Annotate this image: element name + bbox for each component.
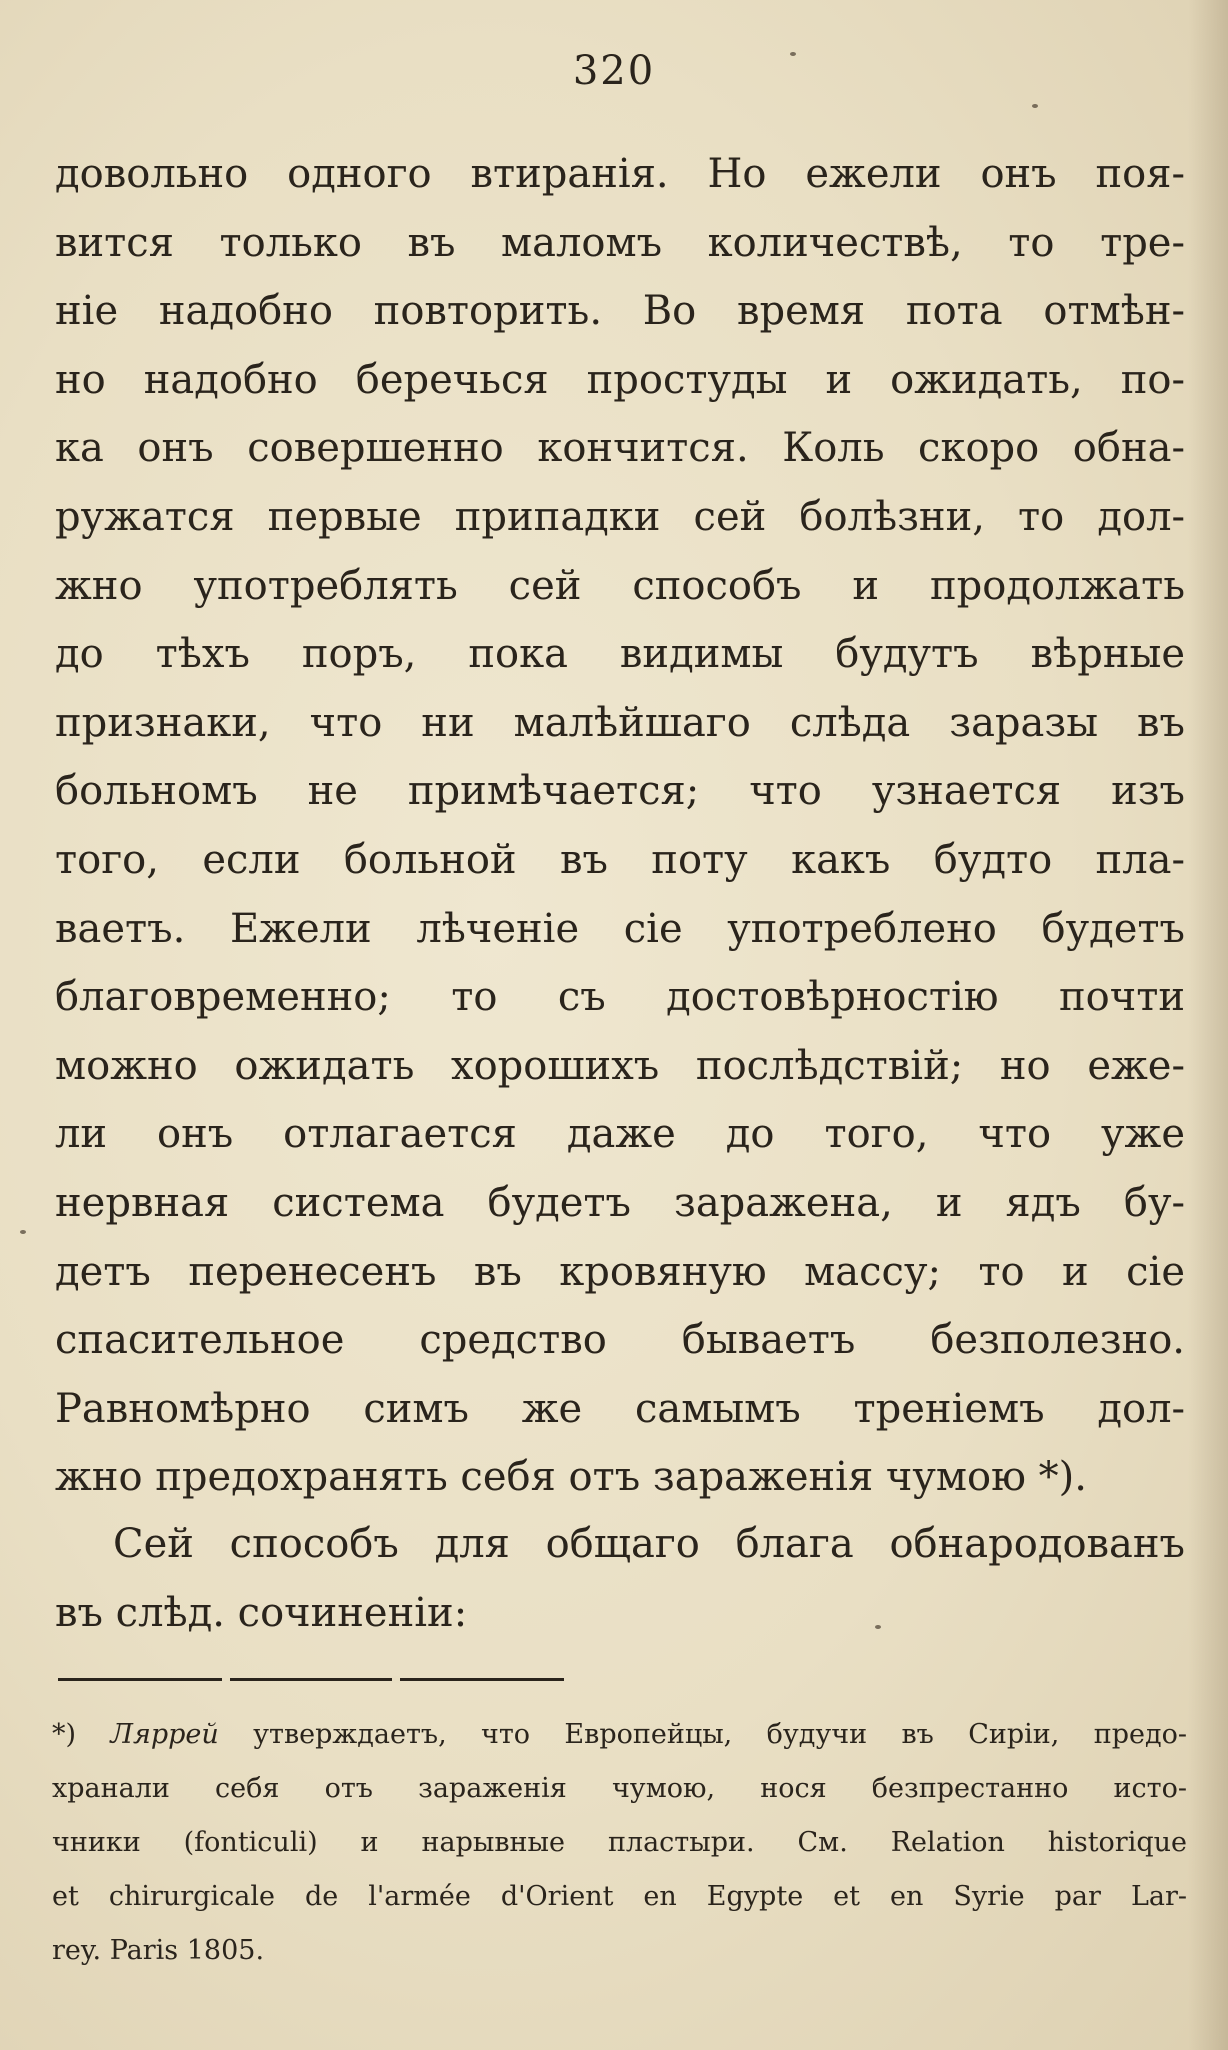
text-line: спасительное средство бываетъ безполезно. <box>55 1317 1185 1364</box>
footnote-line: rey. Paris 1805. <box>52 1935 265 1966</box>
text-line: жно употреблять сей способъ и продолжать <box>55 562 1185 609</box>
footnote-line: et chirurgicale de l'armée d'Orient en Egypte et en Syrie par Lar- <box>52 1881 1187 1912</box>
text-line: благовременно; то съ достовѣрностію почти <box>55 974 1185 1021</box>
paper-speck <box>20 1230 26 1234</box>
text-line: больномъ не примѣчается; что узнается изъ <box>55 768 1185 815</box>
text-line: жно предохранять себя отъ зараженія чумою *). <box>55 1454 1087 1501</box>
footnote <box>52 1708 1187 1978</box>
page-edge-shadow <box>1188 0 1228 2050</box>
footnote-marker: *) <box>52 1719 77 1750</box>
footnote-line: чники (fonticuli) и нарывные пластыри. См. Relation historique <box>52 1827 1187 1858</box>
paper-speck <box>875 1625 881 1629</box>
rule-gap <box>392 1676 400 1683</box>
main-paragraph <box>55 140 1185 1512</box>
paper-speck <box>1032 104 1038 108</box>
text-line: довольно одного втиранія. Но ежели онъ поя- <box>55 151 1185 197</box>
text-line: въ слѣд. сочиненіи: <box>55 1589 468 1636</box>
footnote-author: Ляррей <box>110 1719 219 1750</box>
rule-gap <box>222 1676 230 1683</box>
text-line: признаки, что ни малѣйшаго слѣда заразы въ <box>55 699 1185 746</box>
text-line: нервная система будетъ заражена, и ядъ бу- <box>55 1179 1185 1226</box>
text-line: ли онъ отлагается даже до того, что уже <box>55 1111 1185 1158</box>
text-line: того, если больной въ поту какъ будто пла- <box>55 836 1185 883</box>
footnote-line-first <box>52 1708 1187 1762</box>
text-line: но надобно беречься простуды и ожидать, по- <box>55 356 1185 403</box>
text-line: ніе надобно повторить. Во время пота отмѣн- <box>55 288 1185 335</box>
text-line: ружатся первые припадки сей болѣзни, то дол- <box>55 493 1185 540</box>
text-line: ваетъ. Ежели лѣченіе сіе употреблено будетъ <box>55 905 1185 952</box>
footnote-line: хранали себя отъ зараженія чумою, нося безпрестанно исто- <box>52 1773 1187 1804</box>
text-line: Равномѣрно симъ же самымъ треніемъ дол- <box>55 1385 1185 1432</box>
text-line: вится только въ маломъ количествѣ, то тре- <box>55 219 1185 266</box>
paper-speck <box>790 52 796 56</box>
text-line: детъ перенесенъ въ кровяную массу; то и сіе <box>55 1248 1185 1295</box>
footnote-separator-rule <box>58 1678 564 1681</box>
text-line: Сей способъ для общаго блага обнародованъ <box>113 1521 1185 1567</box>
text-line: ка онъ совершенно кончится. Коль скоро обна- <box>55 425 1185 472</box>
second-paragraph <box>55 1510 1185 1647</box>
footnote-text: утверждаетъ, что Европейцы, будучи въ Сиріи, предо- <box>218 1719 1187 1750</box>
text-line: до тѣхъ поръ, пока видимы будутъ вѣрные <box>55 631 1185 678</box>
page-number: 320 <box>572 48 656 94</box>
text-line: можно ожидать хорошихъ послѣдствій; но еже- <box>55 1042 1185 1089</box>
